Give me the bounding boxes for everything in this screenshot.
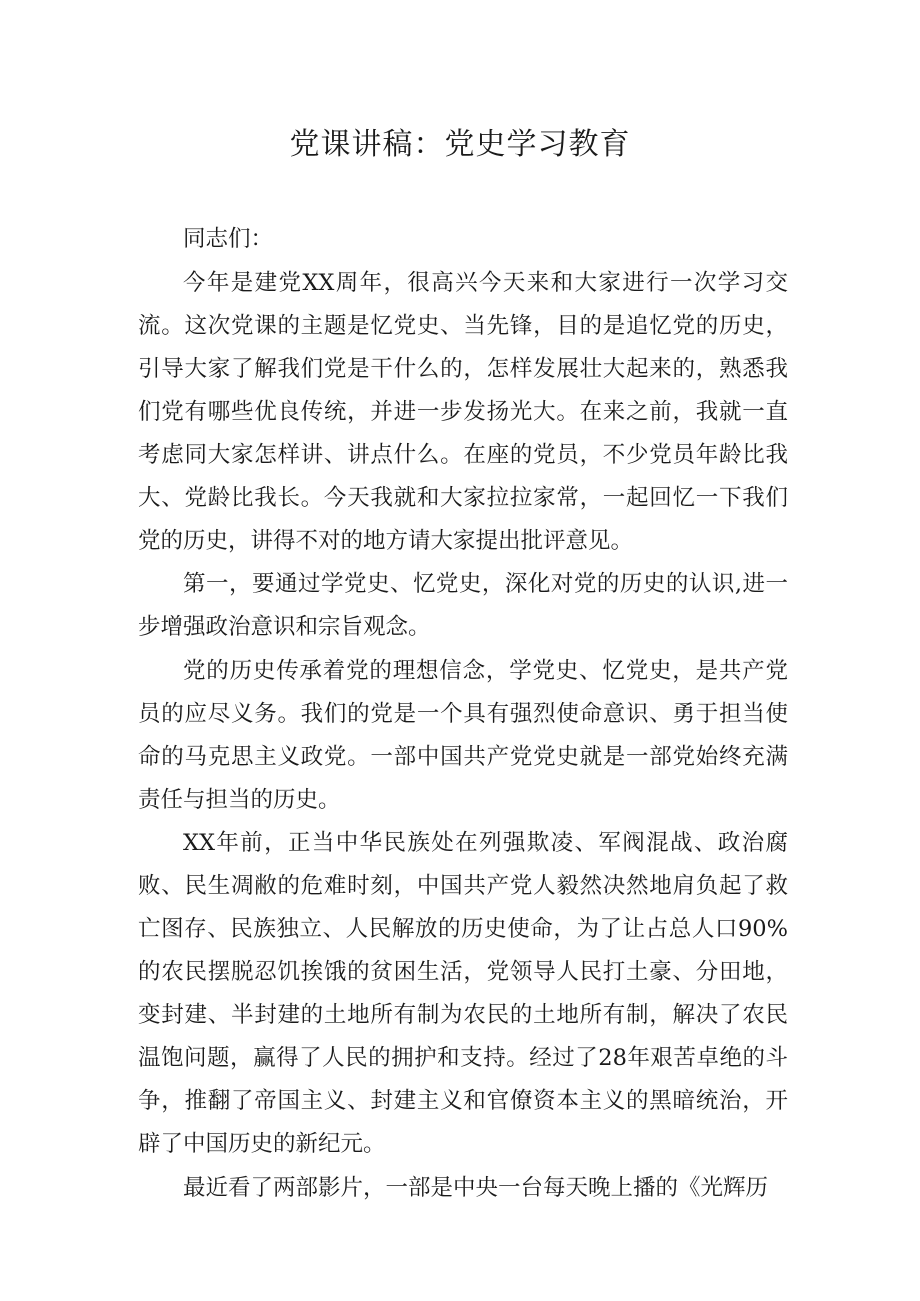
paragraph-intro: 今年是建党XX周年，很高兴今天来和大家进行一次学习交流。这次党课的主题是忆党史、当先锋，目的是追忆党的历史，引导大家了解我们党是干什么的，怎样发展壮大起来的，熟悉我们党有哪些优良传统，并进一步发扬光大。在来之前，我就一直考虑同大家怎样讲、讲点什么。在座的党员，不少党员年龄比我大、党龄比我长。今天我就和大家拉拉家常，一起回忆一下我们党的历史，讲得不对的地方请大家提出批评意见。 — [138, 269, 788, 554]
paragraph-history-narrative: XX年前，正当中华民族处在列强欺凌、军阀混战、政治腐败、民生凋敝的危难时刻，中国共产党人毅然决然地肩负起了救亡图存、民族独立、人民解放的历史使命，为了让占总人口90%的农民摆脱忍饥挨饿的贫困生活，党领导人民打土豪、分田地，变封建、半封建的土地所有制为农民的土地所有制，解决了农民温饱问题，赢得了人民的拥护和支持。经过了28年艰苦卓绝的斗争，推翻了帝国主义、封建主义和官僚资本主义的黑暗统治，开辟了中国历史的新纪元。 — [138, 830, 788, 1157]
paragraph-films: 最近看了两部影片，一部是中央一台每天晚上播的《光辉历 — [183, 1174, 769, 1201]
paragraph-section-one-heading: 第一，要通过学党史、忆党史，深化对党的历史的认识,进一步增强政治意识和宗旨观念。 — [138, 571, 788, 640]
paragraph-party-history: 党的历史传承着党的理想信念，学党史、忆党史，是共产党员的应尽义务。我们的党是一个具有强烈使命意识、勇于担当使命的马克思主义政党。一部中国共产党党史就是一部党始终充满责任与担当的历史。 — [138, 657, 788, 813]
document-body — [138, 218, 788, 1210]
salutation: 同志们： — [183, 226, 274, 252]
document-title: 党课讲稿：党史学习教育 — [289, 127, 631, 162]
